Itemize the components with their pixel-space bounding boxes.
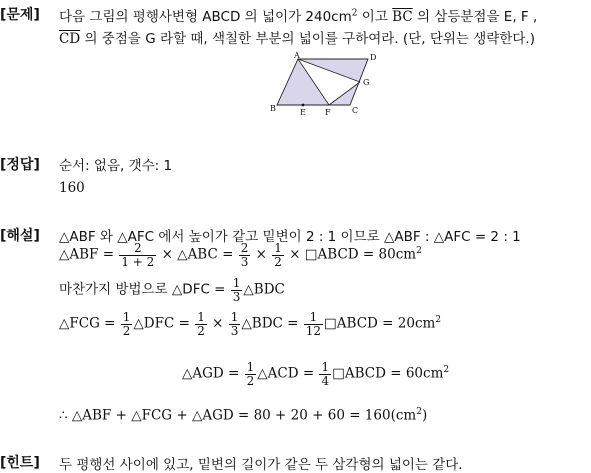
answer-meta: 순서: 없음, 갯수: 1 <box>59 158 173 174</box>
sol6-a: ∴ △ABF + △FCG + △AGD = 80 + 20 + 60 = 160(cm <box>59 407 417 424</box>
fraction <box>245 361 257 387</box>
fraction <box>229 311 241 337</box>
segment-cd: $\overline{CD}$ <box>59 31 81 47</box>
denominator: 2 <box>197 323 205 338</box>
problem-text-1c: 의 삼등분점을 E, F , <box>412 9 538 25</box>
point-e-dot <box>302 104 305 107</box>
label-c: C <box>352 106 359 115</box>
fraction <box>304 311 323 337</box>
sol4-e: □ABCD = 20cm <box>324 315 436 332</box>
sol5-b: △ACD = <box>257 365 315 382</box>
denominator: 3 <box>240 254 249 269</box>
numerator: 1 <box>321 360 330 374</box>
unit-exponent: 2 <box>416 246 422 257</box>
sol3-b: △BDC <box>243 281 285 298</box>
denominator: 2 <box>122 323 131 338</box>
unit-exponent: 2 <box>416 407 422 417</box>
denominator: 1 + 2 <box>121 254 155 269</box>
unit-exponent: 2 <box>435 315 442 326</box>
label-g: G <box>363 78 370 87</box>
label-d: D <box>370 53 377 62</box>
sol4-d: △BDC = <box>241 315 299 332</box>
sol4-a: △FCG = <box>59 315 116 332</box>
sol4-c: × <box>212 315 224 332</box>
numerator: 2 <box>133 241 142 255</box>
sol2-c: × <box>255 246 267 263</box>
label-e: E <box>300 108 306 117</box>
fraction <box>272 242 284 268</box>
sol2-b: × △ABC = <box>161 246 234 263</box>
unit-exponent: 2 <box>351 8 358 19</box>
sol5-c: □ABCD = 60cm <box>332 365 444 382</box>
numerator: 1 <box>232 276 241 290</box>
segment-bc: $\overline{BC}$ <box>392 9 413 25</box>
denominator: 3 <box>232 289 241 304</box>
problem-text-2: 의 중점을 G 라할 때, 색칠한 부분의 넓이를 구하여라. (단, 단위는 생략한다.) <box>80 31 535 47</box>
numerator: 1 <box>122 310 131 324</box>
solution-label: [해설] <box>0 228 40 244</box>
numerator: 1 <box>309 310 318 324</box>
solution-line-2 <box>59 242 422 268</box>
problem-label: [문제] <box>0 7 40 23</box>
denominator: 12 <box>305 323 322 338</box>
solution-line-6 <box>59 407 427 424</box>
problem-line-2 <box>59 27 535 47</box>
sol3-a: 마찬가지 방법으로 △DFC = <box>59 281 226 298</box>
problem-line-1 <box>59 5 537 25</box>
numerator: 1 <box>230 310 239 324</box>
numerator: 2 <box>240 241 249 255</box>
solution-line-3 <box>59 277 285 303</box>
denominator: 4 <box>321 373 330 388</box>
solution-line-4 <box>59 311 441 337</box>
unit-exponent: 2 <box>443 365 450 376</box>
parallelogram-figure <box>262 48 382 120</box>
denominator: 2 <box>246 373 255 388</box>
fraction <box>319 361 331 387</box>
label-b: B <box>270 104 276 113</box>
hint-label: [힌트] <box>0 455 40 471</box>
fraction <box>119 242 156 268</box>
denominator: 2 <box>274 254 282 269</box>
fraction <box>121 311 133 337</box>
answer-value: 160 <box>59 180 85 196</box>
label-a: A <box>294 51 300 60</box>
sol6-b: ) <box>421 407 428 424</box>
sol2-d: × □ABCD = 80cm <box>289 246 417 263</box>
sol5-a: △AGD = <box>182 365 240 382</box>
solution-text-1: △ABF 와 △AFC 에서 높이가 같고 밑변이 2 : 1 이므로 △ABF : △AFC = 2 : 1 <box>59 229 521 245</box>
sol2-a: △ABF = <box>59 246 115 263</box>
label-f: F <box>325 108 331 117</box>
problem-text-1b: 이고 <box>357 9 393 25</box>
fraction <box>239 242 251 268</box>
fraction <box>231 277 243 303</box>
answer-label: [정답] <box>0 157 40 173</box>
problem-text-1a: 다음 그림의 평행사변형 ABCD 의 넓이가 240cm <box>59 9 352 25</box>
numerator: 1 <box>246 360 255 374</box>
solution-line-5 <box>182 361 449 387</box>
sol4-b: △DFC = <box>133 315 190 332</box>
numerator: 1 <box>274 241 282 255</box>
numerator: 1 <box>197 310 205 324</box>
fraction <box>195 311 207 337</box>
hint-text: 두 평행선 사이에 있고, 밑변의 길이가 같은 두 삼각형의 넓이는 같다. <box>59 457 463 473</box>
denominator: 3 <box>230 323 239 338</box>
